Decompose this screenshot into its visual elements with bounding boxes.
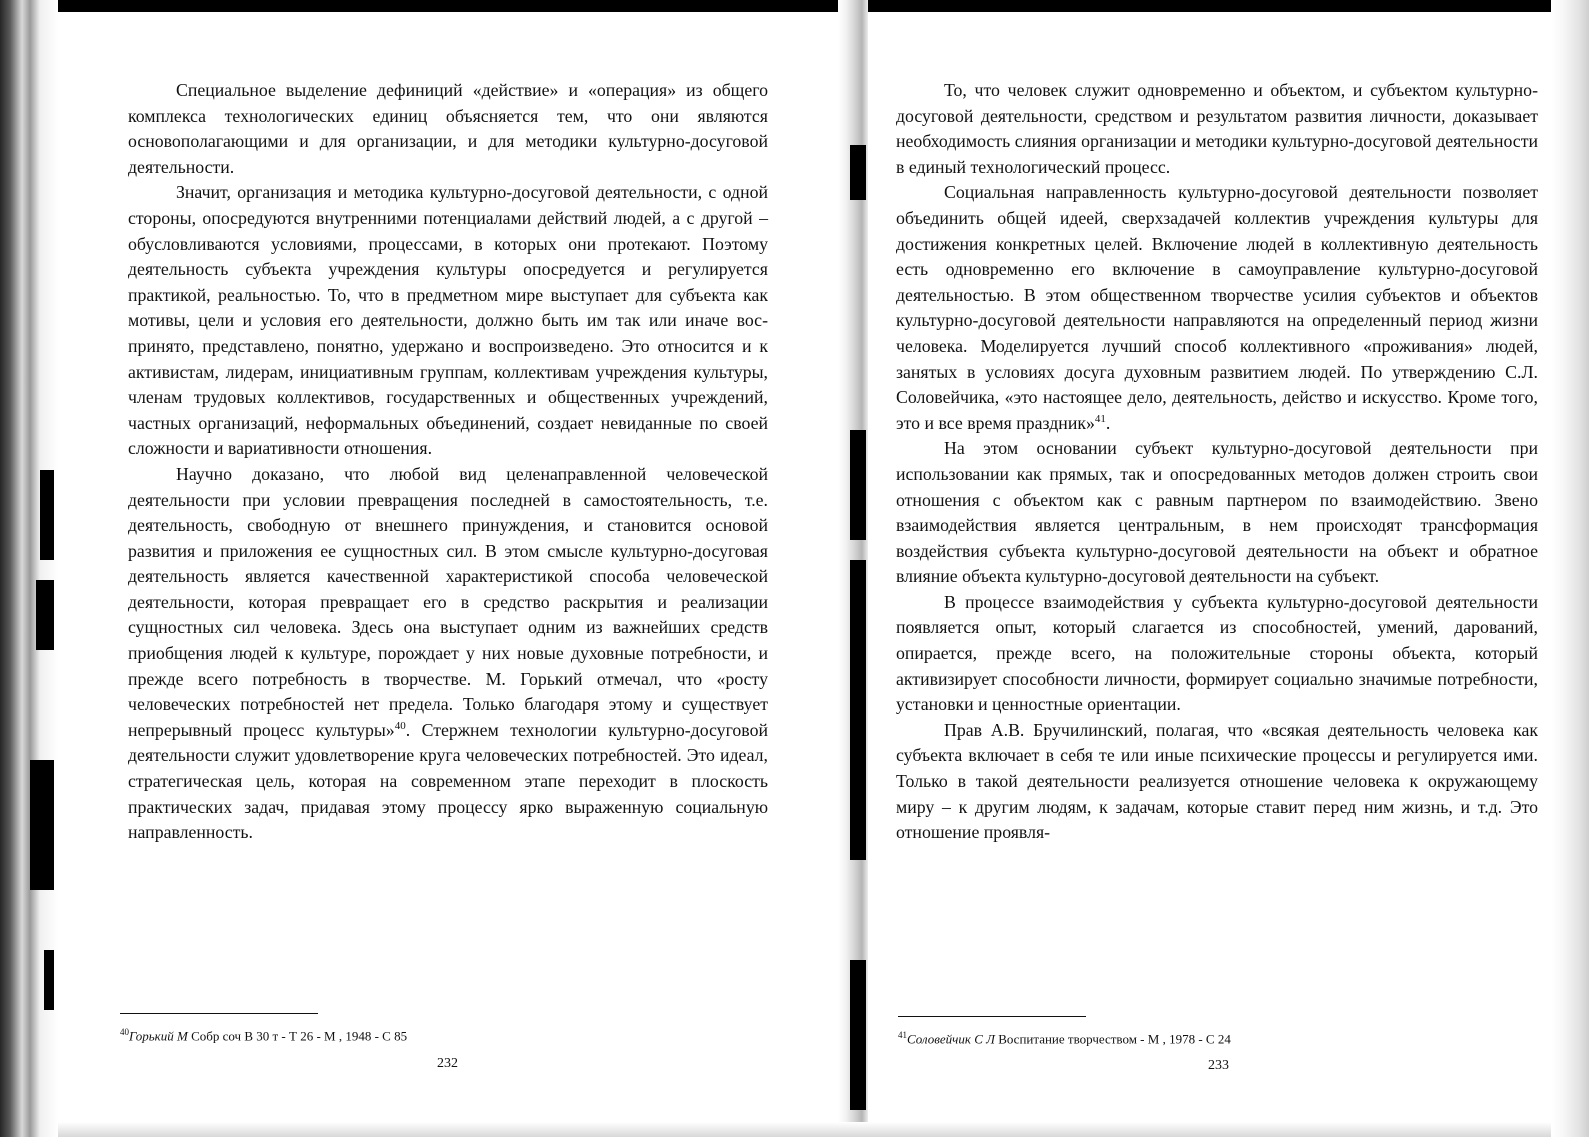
right-paragraph-1: То, что человек служит одновременно и объектом, и субъектом культурно-досуговой деятельности, средством и результатом развития личности, доказывает необходимость слияния организации и методики культурно-досуговой деятельности в единый технологический процесс. bbox=[896, 80, 1538, 177]
left-page-number: 232 bbox=[437, 1056, 458, 1071]
right-paragraph-3: На этом основании субъект культурно-досуговой деятельности при использовании как прямых, так и опосредованных методов должен строить свои отношения с объектом как с равным партнером по взаимодействию. Звено взаимодействия является центральным, в нем происходят трансформация воздействия субъекта культурно-досуговой деятельности на объект и обратное влияние объекта культурно-досуговой деятельности на субъект. bbox=[896, 438, 1538, 587]
right-footnote-text: Воспитание творчеством - М , 1978 - С 24 bbox=[994, 1031, 1231, 1047]
right-footnote-number: 41 bbox=[898, 1030, 907, 1040]
scan-artifact bbox=[44, 950, 54, 1010]
scan-left-binding-shadow bbox=[0, 0, 58, 1137]
scan-artifact bbox=[36, 580, 54, 650]
right-paragraph-5: Прав А.В. Бручилинский, полагая, что «всякая деятельность человека как субъекта включает в себя те или иные психические процессы и регулируется ими. Только в такой деятельности реализуется отношение человека к окружающему миру – к другим людям, к задачам, которые ставит перед ним жизнь, и т.д. Это отношение проявля- bbox=[896, 719, 1538, 843]
left-footnote-number: 40 bbox=[120, 1027, 129, 1037]
scan-artifact bbox=[850, 430, 866, 540]
left-footnote bbox=[120, 1024, 407, 1044]
left-paragraph-2: Значит, организация и методика культурно-досуговой деятельности, с одной стороны, опосредуются внутренними потенциалами действий людей, а с другой – обусловливаются условиями, процессами, в которых они протекают. Поэтому деятельность субъекта учреждения культуры опосредуется и регулируется практикой, реальностью. То, что в предметном мире выступает для субъекта как мотивы, цели и условия его деятельности, должно быть им так или иначе воспринято, представлено, понятно, удержано и воспроизведено. Это относится и к активистам, лидерам, инициативным группам, коллективам учреждения культуры, членам трудовых коллективов, государственных и общественных учреждений, частных организаций, неформальных объединений, создает невиданные по своей сложности и вариативности отношения. bbox=[128, 182, 768, 459]
right-footnote bbox=[898, 1027, 1231, 1047]
left-paragraph-3 bbox=[128, 462, 768, 846]
right-paragraph-4: В процессе взаимодействия у субъекта культурно-досуговой деятельности появляется опыт, который слагается из способностей, умений, дарований, опирается, прежде всего, на положительные стороны объекта, который активизирует способности личности, формирует социально значимые потребности, установки и ценностные ориентации. bbox=[896, 591, 1538, 715]
right-page bbox=[896, 78, 1538, 846]
left-paragraph-3-text: Научно доказано, что любой вид целенаправленной человеческой деятельности при условии превращения последней в самостоятельность, т.е. деятельность, свободную от внешнего принуждения, и становится основой развития и приложения ее сущностных сил. В этом смысле культурно-досуговая деятельность является качественной характеристикой способа человеческой деятельности, которая превращает его в средство раскрытия и реализации сущностных сил человека. Здесь она выступает одним из важнейших средств приобщения людей к культуре, порождает у них новые духовные потребности, и прежде всего потребность в творчестве. М. Горький отмечал, что «росту человеческих потребностей нет предела. Только благодаря этому и существует непрерывный процесс культуры» bbox=[128, 463, 768, 740]
scan-artifact bbox=[850, 145, 866, 200]
right-paragraph-2-text: Социальная направленность культурно-досуговой деятельности позволяет объединить общей идеей, сверхзадачей коллектив учреждения культуры для достижения конкретных целей. Включение людей в коллективную деятельность есть одновременно его включение в самоуправление культурно-досуговой деятельностью. В этом общественном творчестве усилия субъектов и объектов культурно-досуговой деятельности направляются на определенный период жизни человека. Моделируется лучший способ коллективного «проживания» людей, занятых в условиях досуга духовным развитием людей. По утверждению С.Л. Соловейчика, «это настоящее дело, деятельность, действо и искусство. Кроме того, это и все время праздник» bbox=[896, 182, 1538, 433]
scan-right-edge bbox=[1551, 0, 1589, 1137]
right-footnote-rule bbox=[898, 1016, 1086, 1017]
left-footnote-text: Собр соч В 30 т - Т 26 - М , 1948 - С 85 bbox=[187, 1028, 408, 1044]
right-footnote-author: Соловейчик С Л bbox=[907, 1031, 995, 1047]
right-paragraph-2 bbox=[896, 180, 1538, 436]
left-paragraph-3-continuation: . Стержнем технологии культурно-досуговой деятельности служит удовлетворение круга человеческих потребностей. Это идеал, стратегическая цель, которая на современном этапе переходит в плоскость практических задач, придавая этому процессу ярко выраженную социальную направленность. bbox=[128, 719, 768, 843]
scan-artifact bbox=[850, 960, 866, 1110]
scan-artifact bbox=[850, 560, 866, 860]
scan-artifact bbox=[30, 760, 54, 890]
left-paragraph-1: Специальное выделение дефиниций «действие» и «операция» из общего комплекса технологических единиц объясняется тем, что они являются основополагающими и для организации, и для методики культурно-досуговой деятельности. bbox=[128, 80, 768, 177]
right-page-number: 233 bbox=[1208, 1058, 1229, 1073]
footnote-ref-41: 41 bbox=[1094, 412, 1106, 425]
scan-bottom-edge bbox=[58, 1122, 1551, 1137]
left-page bbox=[128, 78, 768, 846]
left-footnote-rule bbox=[120, 1013, 318, 1014]
right-paragraph-2-continuation: . bbox=[1105, 412, 1111, 433]
footnote-ref-40: 40 bbox=[394, 719, 406, 732]
scan-artifact bbox=[40, 470, 54, 560]
scan-center-gutter bbox=[838, 0, 868, 1137]
scan-top-edge bbox=[0, 0, 1589, 12]
left-footnote-author: Горький М bbox=[129, 1028, 188, 1044]
